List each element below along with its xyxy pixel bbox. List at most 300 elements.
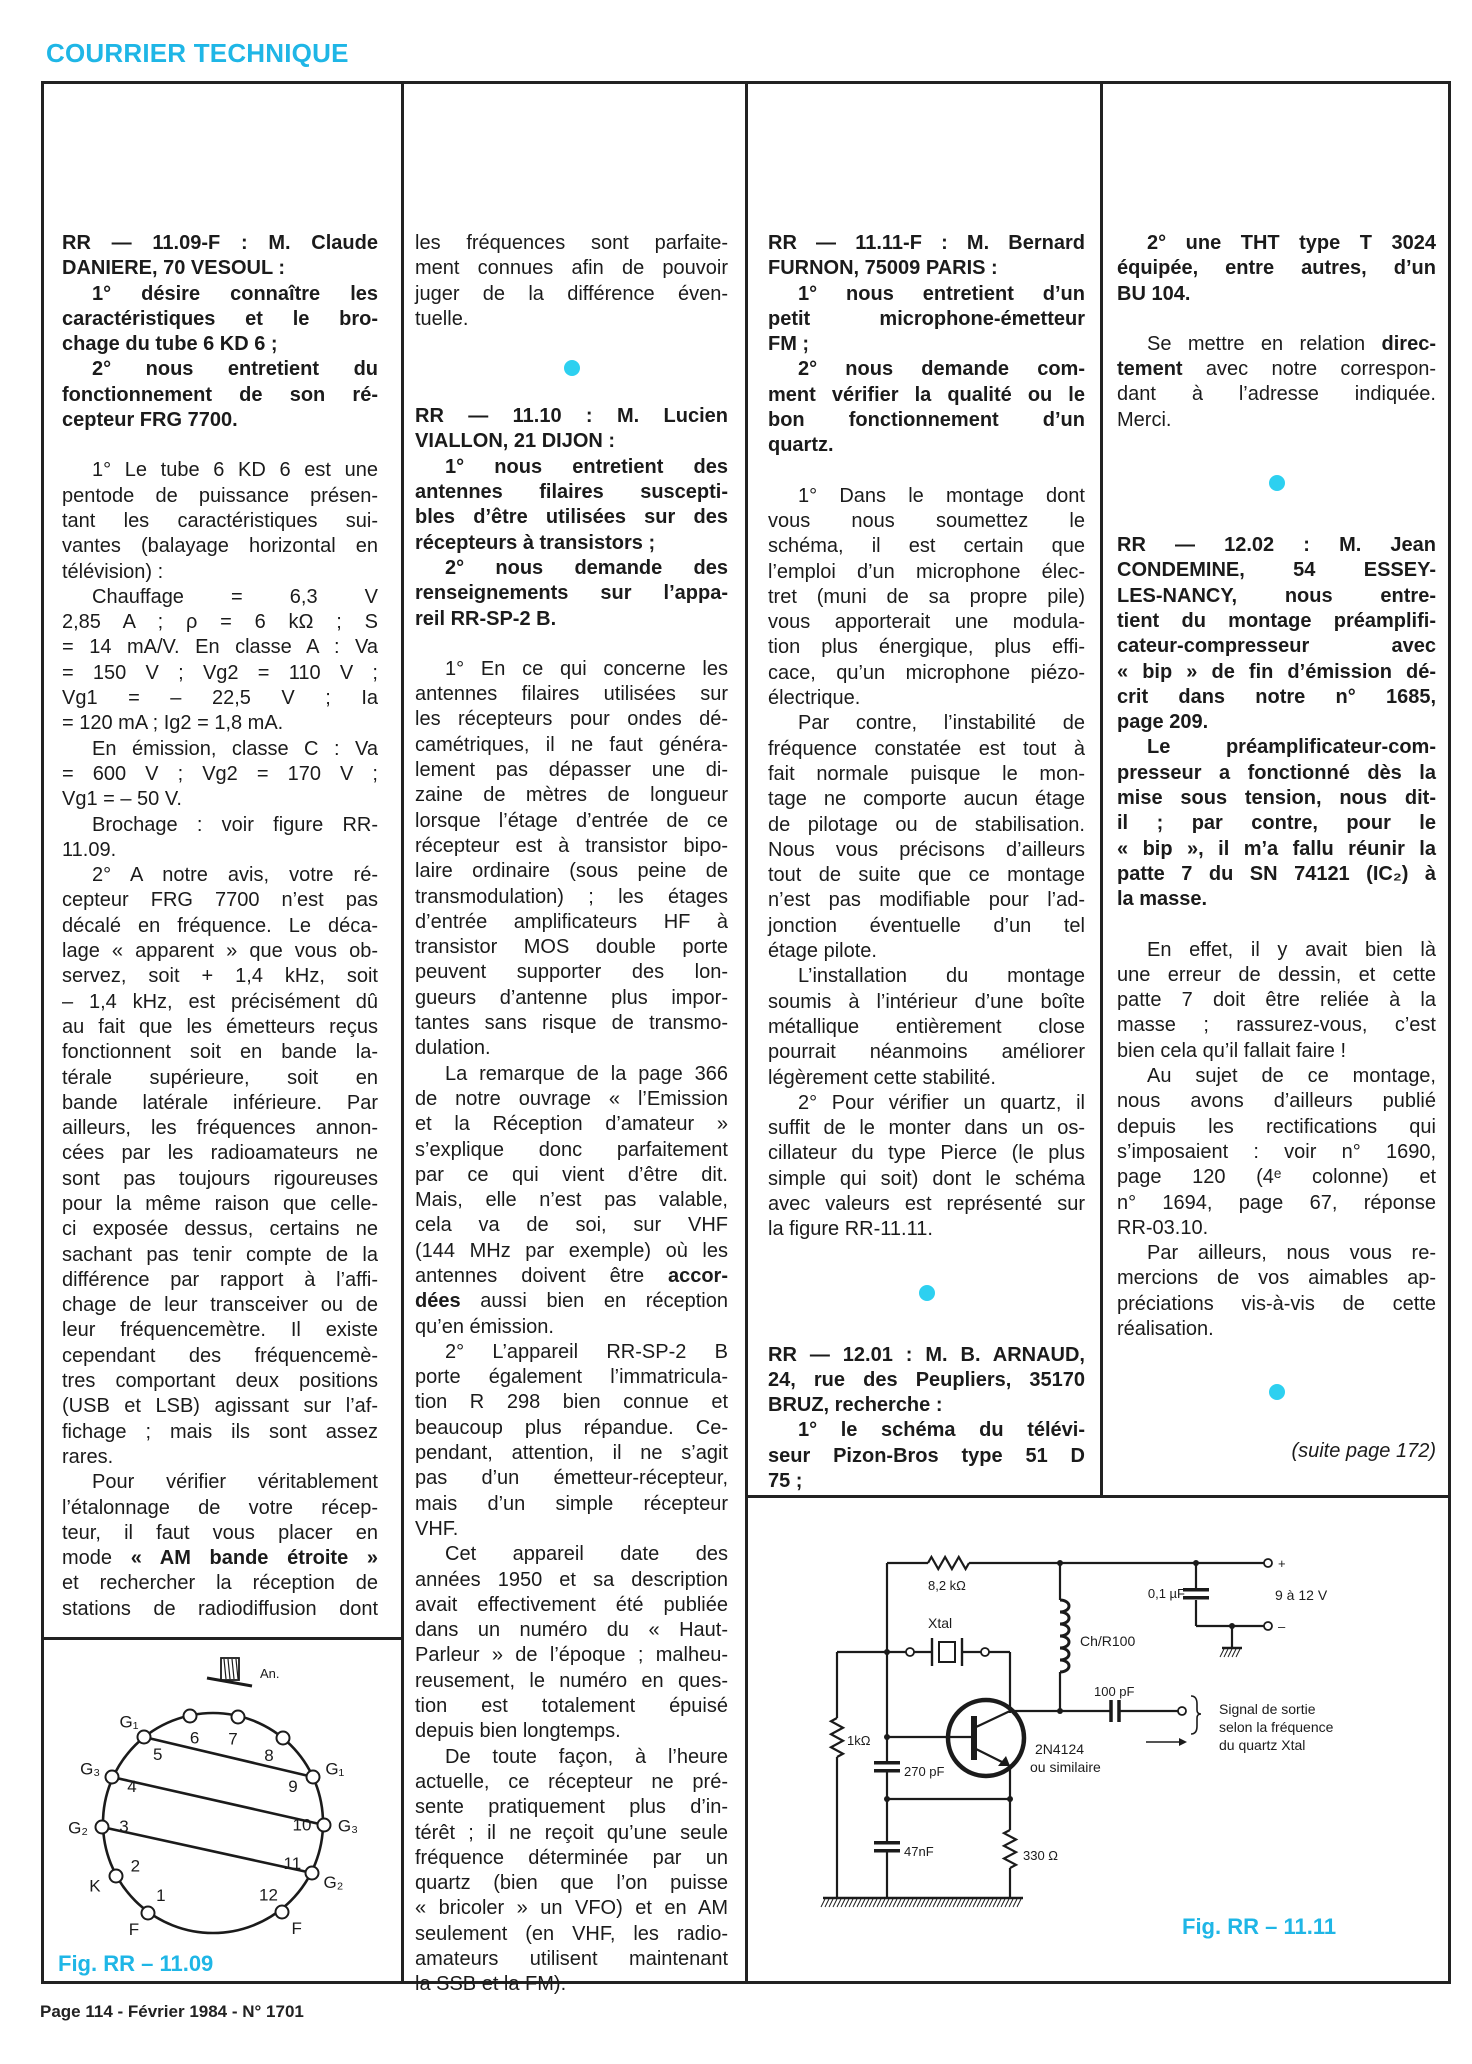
text-line: Mais, elle n’est pas valable, <box>415 1189 728 1212</box>
text-line: 1° Dans le montage dont <box>798 484 1085 507</box>
text-line: préciations vis-à-vis de cette <box>1117 1292 1436 1315</box>
text-line: CONDEMINE, 54 ESSEY- <box>1117 559 1436 582</box>
text-line: actuelle, ce récepteur ne pré- <box>415 1770 728 1793</box>
text-line: 2,85 A ; ρ = 6 kΩ ; S <box>62 611 378 634</box>
text-line: suffit de le monter dans un os- <box>768 1117 1085 1140</box>
text-line: jonction éventuelle d’un tel <box>768 914 1085 937</box>
capacitor-label: 0,1 µF <box>1147 1586 1185 1601</box>
text-line: LES-NANCY, nous entre- <box>1117 584 1436 607</box>
text-line: la figure RR-11.11. <box>768 1218 933 1241</box>
text-line: l’étalonnage de votre récep- <box>62 1496 378 1519</box>
text-line: (USB et LSB) agissant sur l’af- <box>62 1395 378 1418</box>
text-line: 1° En ce qui concerne les <box>445 657 728 680</box>
pin-number: 10 <box>292 1815 312 1835</box>
text-line: seulement (en VHF, les radio- <box>415 1922 728 1945</box>
text-line: bien cela qu’il fallait faire ! <box>1117 1039 1347 1062</box>
ground-hatch <box>989 1899 993 1907</box>
crystal-label: Xtal <box>928 1615 953 1631</box>
output-description: Signal de sortie <box>1219 1701 1316 1717</box>
ground-hatch <box>905 1899 909 1907</box>
text-line: et rechercher la réception de <box>62 1572 378 1595</box>
text-line: Vg1 = – 22,5 V ; Ia <box>62 687 378 710</box>
figure-caption: Fig. RR – 11.11 <box>1182 1914 1337 1939</box>
text-line: d’entrée amplificateurs HF à <box>415 910 728 933</box>
bullet-dot-icon <box>1269 475 1285 491</box>
text-line: étage pilote. <box>768 940 877 963</box>
text-line: patte 7 doit être reliée à la <box>1117 989 1436 1012</box>
ground-hatch <box>977 1899 981 1907</box>
ground-hatch <box>881 1899 885 1907</box>
text-segment: antennes doivent être <box>415 1264 668 1287</box>
text-line: l’emploi d’un microphone élec- <box>768 560 1085 583</box>
bold-text: accor- <box>667 1264 728 1287</box>
output-description: selon la fréquence <box>1219 1719 1334 1735</box>
answer-paragraph <box>768 964 1085 1090</box>
text-line: les récepteurs pour ondes dé- <box>415 708 728 731</box>
text-line: 2° nous demande des <box>445 556 728 579</box>
text-line: tient du montage préamplifi- <box>1117 609 1436 632</box>
text-line: RR — 11.09-F : M. Claude <box>62 232 378 254</box>
answer-paragraph <box>1117 1241 1436 1342</box>
text-line: depuis les rectifications qui <box>1117 1115 1436 1138</box>
choke-label: Ch/R100 <box>1080 1633 1136 1649</box>
ground-hatch <box>1013 1899 1017 1907</box>
ground-hatch <box>1009 1899 1013 1907</box>
ground-hatch <box>853 1899 857 1907</box>
text-line: schéma, il est certain que <box>768 535 1085 558</box>
capacitor-47nf-icon-plate <box>874 1849 900 1853</box>
question-paragraph <box>1117 735 1436 912</box>
electrode-label: K <box>89 1876 101 1896</box>
text-line: s’explique donc parfaitement <box>415 1138 728 1161</box>
text-line: chage du tube 6 KD 6 ; <box>62 333 278 356</box>
ground-hatch <box>845 1899 849 1907</box>
pin-number: 12 <box>259 1885 278 1905</box>
column-2 <box>415 231 728 1998</box>
text-line: patte 7 du SN 74121 (IC₂) à <box>1117 862 1436 885</box>
text-line: lorsque l’étage d’entrée de ce <box>415 809 728 832</box>
text-line: sont pas toujours rigoureuses <box>62 1167 378 1190</box>
capacitor-label: 100 pF <box>1094 1684 1135 1699</box>
transistor-label: 2N4124 <box>1035 1741 1085 1757</box>
spacer <box>768 459 1085 484</box>
text-line: masse ; rassurez-vous, c’est <box>1117 1014 1436 1037</box>
supply-plus-label: + <box>1278 1556 1286 1571</box>
text-line: n’est pas modifiable pour l’ad- <box>768 889 1085 912</box>
text-line: bon fonctionnement d’un <box>768 409 1085 432</box>
ground-hatch <box>993 1899 997 1907</box>
pin-3 <box>96 1821 109 1834</box>
text-line: dulation. <box>415 1037 491 1060</box>
resistor-8k2-icon <box>928 1557 969 1569</box>
text-line: nous avons d’ailleurs publié <box>1117 1090 1436 1113</box>
text-line: années 1950 et sa description <box>415 1568 728 1591</box>
pin-8 <box>277 1732 290 1745</box>
answer-paragraph <box>768 1091 1085 1243</box>
pin-number: 4 <box>127 1777 137 1797</box>
text-line: sente pratiquement plus d’in- <box>415 1796 728 1819</box>
text-line: leur fréquencemètre. Il existe <box>62 1319 378 1342</box>
answer-paragraph <box>415 231 728 332</box>
text-line: fichage ; mais ils sont assez <box>62 1420 378 1443</box>
ground-hatch <box>873 1899 877 1907</box>
ground-hatch <box>1220 1649 1224 1657</box>
text-line: 2° nous entretient du <box>92 358 378 381</box>
question-paragraph <box>1117 231 1436 307</box>
question-paragraph <box>768 282 1085 358</box>
bold-text: « AM bande étroite » <box>130 1547 378 1570</box>
text-line: mise sous tension, nous dit- <box>1117 787 1436 810</box>
ground-hatch <box>889 1899 893 1907</box>
section-title: COURRIER TECHNIQUE <box>46 38 349 68</box>
answer-paragraph <box>415 1340 728 1542</box>
text-line: différence par rapport à l’affi- <box>62 1268 378 1291</box>
text-line: tant les caractéristiques sui- <box>62 509 378 532</box>
pin-number: 11 <box>283 1854 302 1874</box>
figure-rr-11-11 <box>760 1500 1472 1960</box>
text-line: de pilotage ou de stabilisation. <box>768 813 1085 836</box>
text-line: gueurs d’antenne plus impor- <box>415 986 728 1009</box>
text-line: pendant, attention, il ne s’agit <box>415 1442 728 1465</box>
text-line: tage ne comporte aucun étage <box>768 788 1085 811</box>
text-line: tion plus énergique, plus effi- <box>768 636 1085 659</box>
text-line: transmodulation) ; les étages <box>415 885 728 908</box>
question-paragraph <box>62 282 378 358</box>
ground-hatch <box>909 1899 913 1907</box>
text-line: L’installation du montage <box>798 965 1085 988</box>
text-line: zaine de mètres de longueur <box>415 784 728 807</box>
pin-12 <box>276 1906 289 1919</box>
wire <box>974 1711 1010 1728</box>
text-line: amateurs utilisent maintenant <box>415 1948 728 1970</box>
text-line: vantes (balayage horizontal en <box>62 535 378 558</box>
text-line: petit microphone-émetteur <box>768 307 1085 330</box>
text-line: 24, rue des Peupliers, 35170 <box>768 1368 1085 1391</box>
electrode-label: F <box>291 1918 302 1938</box>
text-line: 2° Pour vérifier un quartz, il <box>798 1091 1085 1114</box>
text-line: fréquence déterminée par un <box>415 1846 728 1869</box>
text-line: par ce qui vient d’être dit. <box>415 1163 728 1186</box>
text-line: Merci. <box>1117 408 1172 431</box>
ground-hatch <box>1232 1649 1236 1657</box>
bullet-dot-icon <box>1269 1384 1285 1400</box>
figure-separator <box>745 1495 1451 1498</box>
electrode-label: G₁ <box>325 1759 345 1779</box>
text-line: peuvent supporter des lon- <box>415 961 728 984</box>
text-line: Le préamplificateur-com- <box>1147 736 1436 759</box>
resistor-label: 1kΩ <box>847 1733 871 1748</box>
section-separator <box>768 1243 1085 1343</box>
bold-text: dées <box>415 1290 461 1313</box>
ground-hatch <box>957 1899 961 1907</box>
text-line: télévision) : <box>62 560 164 583</box>
text-line: cependant des fréquencemè- <box>62 1344 378 1367</box>
text-line: décalé en fréquence. Le déca- <box>62 914 378 937</box>
text-line: Nous vous précisons d’ailleurs <box>768 838 1085 861</box>
column-divider <box>1100 81 1103 1497</box>
text-line: tret (muni de sa propre pile) <box>768 585 1085 608</box>
ground-hatch <box>1236 1649 1240 1657</box>
ground-hatch <box>829 1899 833 1907</box>
question-paragraph <box>62 357 378 433</box>
terminal <box>981 1648 989 1656</box>
text-line: récepteur est à transistor bipo- <box>415 834 728 857</box>
text-line: il ; par contre, pour le <box>1117 812 1436 835</box>
inductor-icon <box>1060 1600 1069 1672</box>
text-line: Vg1 = – 50 V. <box>62 788 182 811</box>
text-line: ment vérifier la qualité ou le <box>768 383 1085 406</box>
ground-hatch <box>1017 1899 1021 1907</box>
figure-rr-11-09 <box>40 1638 402 1985</box>
text-line: cepteur FRG 7700. <box>62 409 238 432</box>
text-line: cateur-compresseur avec <box>1117 635 1436 658</box>
text-line: RR-03.10. <box>1117 1216 1209 1239</box>
spacer <box>415 632 728 657</box>
text-line: cepteur FRG 7700 n’est pas <box>62 889 378 912</box>
text-line: = 14 mA/V. En classe A : Va <box>62 636 378 659</box>
resistor-330-icon <box>1004 1830 1016 1868</box>
text-line: soumis à l’intérieur d’une boîte <box>768 990 1085 1013</box>
text-line: camétriques, il ne faut généra- <box>415 733 728 756</box>
text-line <box>415 1289 728 1314</box>
section-separator <box>1117 1342 1436 1442</box>
text-line: électrique. <box>768 687 861 710</box>
text-line: équipée, entre autres, d’un <box>1117 257 1436 280</box>
question-paragraph <box>415 404 728 455</box>
text-line: récepteurs à transistors ; <box>415 531 656 554</box>
ground-hatch <box>857 1899 861 1907</box>
ground-hatch <box>929 1899 933 1907</box>
ground-hatch <box>969 1899 973 1907</box>
text-line: une erreur de dessin, et cette <box>1117 963 1436 986</box>
bullet-dot-icon <box>919 1285 935 1301</box>
ground-hatch <box>961 1899 965 1907</box>
text-line: (144 MHz par exemple) où les <box>415 1239 728 1262</box>
text-line: 75 ; <box>768 1470 803 1493</box>
text-line: stations de radiodiffusion dont <box>62 1597 378 1620</box>
text-line: pour la même raison que celle- <box>62 1192 378 1215</box>
text-line: bles d’être utilisées sur des <box>415 506 728 529</box>
junction-dot <box>1007 1796 1013 1802</box>
answer-paragraph <box>1117 1064 1436 1241</box>
terminal <box>906 1648 914 1656</box>
text-line: la SSB et la FM). <box>415 1973 567 1996</box>
text-line: Par contre, l’instabilité de <box>798 712 1085 735</box>
pin-number: 8 <box>264 1745 274 1765</box>
text-line: cillateur du type Pierce (le plus <box>768 1142 1085 1165</box>
text-line: Cet appareil date des <box>445 1543 728 1566</box>
electrode-label: G₂ <box>68 1818 88 1838</box>
anode-hatch <box>224 1659 226 1679</box>
spacer <box>1117 913 1436 938</box>
bold-text: tement <box>1117 358 1183 381</box>
ground-hatch <box>865 1899 869 1907</box>
pin-2 <box>110 1870 123 1883</box>
anode-hatch <box>232 1659 234 1679</box>
ground-hatch <box>825 1899 829 1907</box>
capacitor-label: 270 pF <box>904 1764 945 1779</box>
ground-hatch <box>1228 1649 1232 1657</box>
text-line: avec valeurs est représenté sur <box>768 1192 1085 1215</box>
ground-hatch <box>897 1899 901 1907</box>
text-line: Parleur » de l’époque ; malheu- <box>415 1644 728 1667</box>
text-line: page 209. <box>1117 711 1209 734</box>
text-line: presseur a fonctionné dès la <box>1117 761 1436 784</box>
text-line: juger de la différence éven- <box>415 282 728 305</box>
answer-paragraph <box>415 1062 728 1340</box>
text-line: « bip », il m’a fallu réunir la <box>1117 837 1436 860</box>
text-line: De toute façon, à l’heure <box>445 1745 728 1768</box>
text-line: cées par les radioamateurs ne <box>62 1142 378 1165</box>
ground-hatch <box>849 1899 853 1907</box>
supply-voltage-label: 9 à 12 V <box>1275 1587 1328 1603</box>
answer-paragraph <box>62 813 378 864</box>
text-line: Brochage : voir figure RR- <box>92 813 378 836</box>
ground-hatch <box>945 1899 949 1907</box>
ground-hatch <box>985 1899 989 1907</box>
text-line: porte également l’immatricula- <box>415 1366 728 1389</box>
answer-paragraph <box>768 711 1085 964</box>
text-line: antennes filaires suscepti- <box>415 481 728 504</box>
ground-hatch <box>893 1899 897 1907</box>
ground-hatch <box>937 1899 941 1907</box>
pin-5 <box>138 1731 151 1744</box>
text-line <box>1117 332 1436 357</box>
text-line: rares. <box>62 1445 114 1468</box>
resistor-label: 330 Ω <box>1023 1848 1059 1863</box>
section-separator <box>1117 433 1436 533</box>
text-line <box>415 1264 728 1289</box>
column-4 <box>1117 231 1436 1442</box>
ground-hatch <box>953 1899 957 1907</box>
figure-caption: Fig. RR – 11.09 <box>58 1951 214 1976</box>
text-line: vous apporterait une modula- <box>768 611 1085 634</box>
text-line: térale supérieure, soit en <box>62 1066 378 1089</box>
text-line: 1° nous entretient d’un <box>798 282 1085 305</box>
pin-11 <box>306 1867 319 1880</box>
answer-paragraph <box>62 585 378 737</box>
anode-hatch <box>228 1659 230 1679</box>
pierce-oscillator-schematic <box>760 1500 1472 1960</box>
text-line: ailleurs, les fréquences annon- <box>62 1117 378 1140</box>
text-line: pas d’un émetteur-récepteur, <box>415 1467 728 1490</box>
text-line: antennes filaires utilisées sur <box>415 683 728 706</box>
question-paragraph <box>768 1343 1085 1419</box>
capacitor-270pf-icon-plate <box>874 1769 900 1773</box>
pin-7 <box>232 1711 245 1724</box>
text-line: caractéristiques et le bro- <box>62 307 378 330</box>
resistor-label: 8,2 kΩ <box>928 1578 966 1593</box>
text-line: tres comportant deux positions <box>62 1370 378 1393</box>
text-line: teur, il faut vous placer en <box>62 1521 378 1544</box>
pin-number: 9 <box>288 1777 298 1797</box>
text-line: les fréquences sont parfaite- <box>415 232 728 254</box>
text-line: 2° nous demande com- <box>798 358 1085 381</box>
text-line: lage « apparent » que vous ob- <box>62 940 378 963</box>
text-line: FM ; <box>768 333 810 356</box>
text-line: beaucoup plus répandue. Ce- <box>415 1416 728 1439</box>
text-segment: avec notre correspon- <box>1182 358 1436 381</box>
answer-paragraph <box>62 1470 378 1622</box>
pin-number: 5 <box>153 1745 163 1765</box>
text-line: quartz (bien que l’on puisse <box>415 1872 728 1895</box>
ground-hatch <box>933 1899 937 1907</box>
text-line: 1° Le tube 6 KD 6 est une <box>92 459 378 482</box>
text-line: 1° nous entretient des <box>445 455 728 478</box>
spacer <box>1117 307 1436 332</box>
text-line: En émission, classe C : Va <box>92 737 378 760</box>
pin-number: 2 <box>130 1856 141 1876</box>
text-line: = 150 V ; Vg2 = 110 V ; <box>62 661 378 684</box>
question-paragraph <box>62 231 378 282</box>
text-line: métallique entièrement close <box>768 1015 1085 1038</box>
capacitor-0u1-icon <box>1183 1588 1209 1592</box>
capacitor-270pf-icon <box>874 1761 900 1765</box>
text-line: RR — 12.02 : M. Jean <box>1117 534 1436 557</box>
text-line: quartz. <box>768 434 834 457</box>
pin-number: 1 <box>156 1886 166 1906</box>
electrode-label: G₂ <box>323 1873 344 1893</box>
text-line <box>1117 357 1436 382</box>
anode-hatch <box>236 1659 238 1679</box>
text-line: térêt ; il ne reçoit qu’une seule <box>415 1821 728 1844</box>
answer-paragraph <box>1117 332 1436 433</box>
question-paragraph <box>415 556 728 632</box>
pin-number: 6 <box>189 1728 200 1748</box>
text-line: 2° A notre avis, votre ré- <box>92 864 378 887</box>
answer-paragraph <box>415 1542 728 1744</box>
answer-paragraph <box>62 458 378 584</box>
text-line: depuis bien longtemps. <box>415 1720 621 1743</box>
arrow-icon <box>1179 1738 1187 1746</box>
text-line: chage de leur transceiver ou de <box>62 1294 378 1317</box>
text-line: RR — 11.11-F : M. Bernard <box>768 232 1085 254</box>
ground-hatch <box>925 1899 929 1907</box>
text-line: Par ailleurs, nous vous re- <box>1147 1242 1436 1265</box>
text-line: pourrait néanmoins améliorer <box>768 1041 1085 1064</box>
text-line: avait effectivement été publiée <box>415 1593 728 1616</box>
capacitor-47nf-icon <box>874 1841 900 1845</box>
text-segment: Se mettre en relation <box>1147 332 1382 355</box>
text-line: réalisation. <box>1117 1317 1214 1340</box>
text-line: servez, soit + 1,4 kHz, soit <box>62 965 378 988</box>
text-line: fonctionnent soit en bande la- <box>62 1041 378 1064</box>
continued-note: (suite page 172) <box>1291 1440 1436 1462</box>
text-line: légèrement cette stabilité. <box>768 1066 996 1089</box>
electrode-label: G₁ <box>119 1712 139 1732</box>
bullet-dot-icon <box>564 360 580 376</box>
text-line: lement pas dépasser une di- <box>415 759 728 782</box>
text-line: de notre ouvrage « l’Emission <box>415 1087 728 1110</box>
text-line: simple qui soit) dont le schéma <box>768 1167 1085 1190</box>
page-footer: Page 114 - Février 1984 - N° 1701 <box>40 2002 304 2021</box>
text-line: n° 1694, page 67, réponse <box>1117 1191 1436 1214</box>
electrode-label: G₃ <box>337 1816 359 1836</box>
text-line: fait normale puisque le mon- <box>768 762 1085 785</box>
ground-hatch <box>885 1899 889 1907</box>
pin-number: 7 <box>228 1729 238 1749</box>
text-line: et la Réception d’amateur » <box>415 1113 728 1136</box>
text-line: au fait que les émetteurs reçus <box>62 1015 378 1038</box>
ground-hatch <box>1005 1899 1009 1907</box>
text-line: 11.09. <box>62 838 117 861</box>
answer-paragraph <box>768 484 1085 712</box>
text-line: ment connues afin de pouvoir <box>415 257 728 280</box>
ground-hatch <box>1224 1649 1228 1657</box>
ground-hatch <box>949 1899 953 1907</box>
text-line: « bip » de fin d’émission dé- <box>1117 660 1436 683</box>
text-line: RR — 12.01 : M. B. ARNAUD, <box>768 1343 1085 1366</box>
